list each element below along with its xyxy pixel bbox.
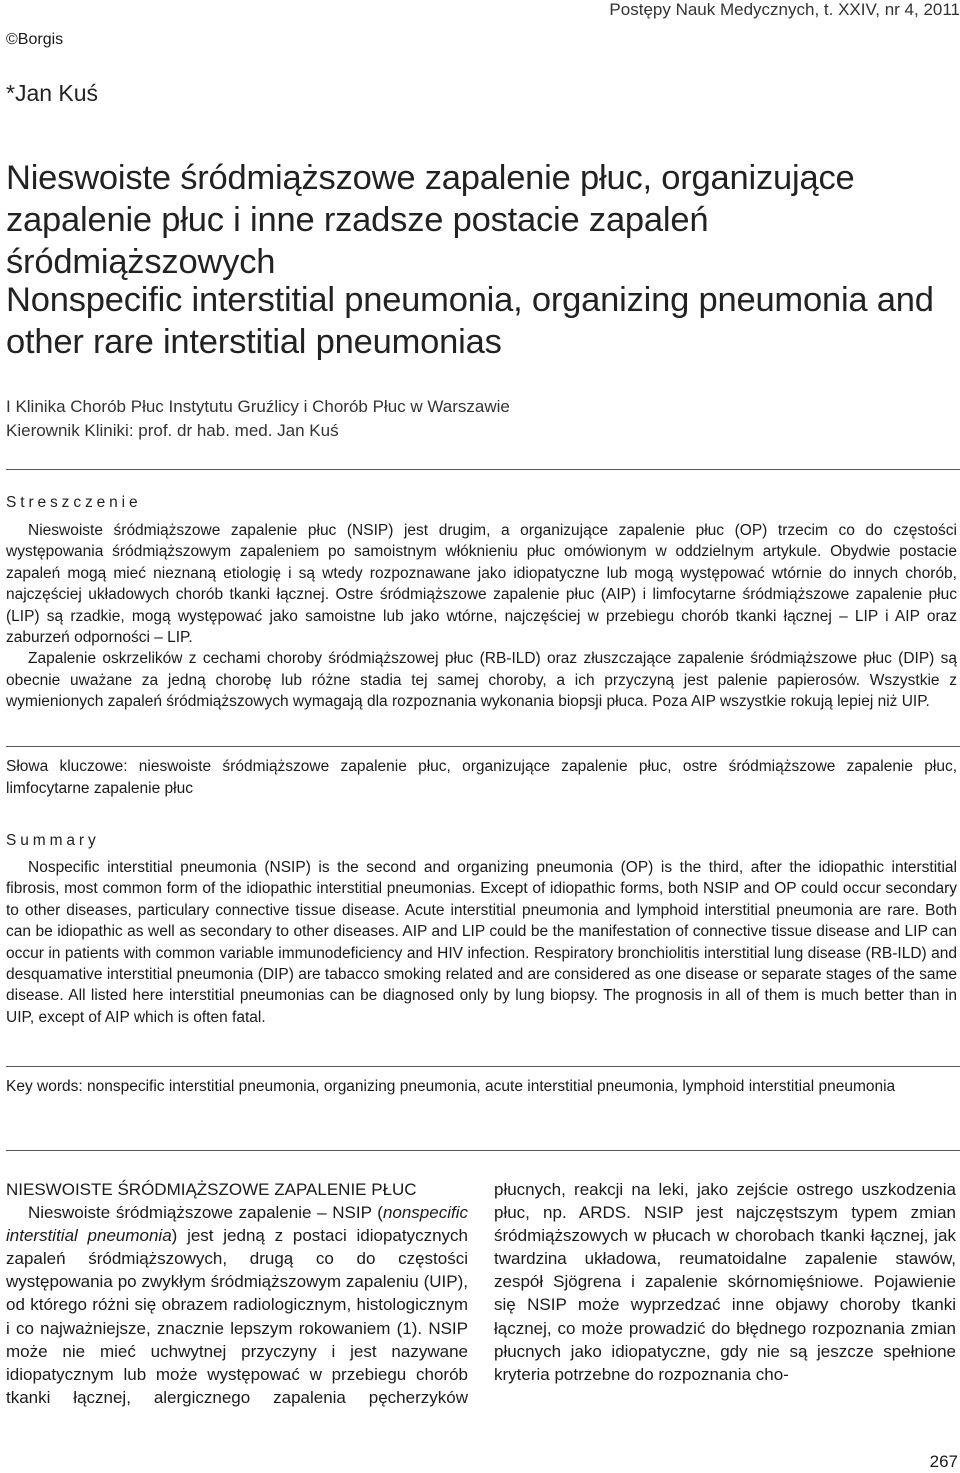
streszczenie-paragraph-1: Nieswoiste śródmiąższowe zapalenie płuc (NSIP) jest drugim, a organizujące zapalenie płuc (OP) trzecim co do częstości występowania śródmiąższowym zapaleniem po samoistnym włóknieniu płuc omówionym w oddzielnym artykule. Obydwie postacie zapaleń mogą mieć nieznaną etiologię i są wtedy rozpoznawane jako idiopatyczne lub mogą występować wtórnie do innych chorób, najczęściej układowych chorób tkanki łącznej. Ostre śródmiąższowe zapalenie płuc (AIP) i limfocytarne śródmiąższowe zapalenie płuc (LIP) są rzadkie, mogą występować jako samoistne lub jako wtórne, najczęściej w przebiegu chorób tkanki łącznej – LIP i AIP oraz zaburzeń odporności – LIP. [6,522,957,647]
slowa-kluczowe: Słowa kluczowe: nieswoiste śródmiąższowe zapalenie płuc, organizujące zapalenie płuc, ostre śródmiąższowe zapalenie płuc, limfocytarne zapalenie płuc [6,758,957,797]
streszczenie-body [6,520,957,713]
body-text-b: ) jest jedną z postaci idiopatycznych zapaleń śródmiąższowych, drugą co do częstości występowania po zwykłym śródmiąższowym zapaleniu (UIP), od którego różni się obrazem radiologicznym, histologicznym i co najważniejsze, znacznie lepszym rokowaniem (1). NSIP może nie mieć uchwytnej przyczyny i jest nazywane idiopatycznym lub może występować w przebiegu chorób tkanki łącznej, alergicznego zapalenia pęcherzyków płucnych, reakcji na leki, jako zejście ostrego uszkodzenia płuc, np. ARDS. NSIP jest najczęstszym typem zmian śródmiąższowych w płucach w chorobach tkanki łącznej, jak twardzina układowa, reumatoidalne zapalenie stawów, zespół Sjögrena i zapalenie skórnomięśniowe. Pojawienie się NSIP może wyprzedzać inne objawy choroby tkanki łącznej, co może prowadzić do błędnego rozpoznania zmian płucnych jako idiopatyczne, gdy nie są jeszcze spełnione kryteria potrzebne do rozpoznania cho- [6,1180,956,1407]
body-text [6,1178,956,1415]
summary-paragraph: Nospecific interstitial pneumonia (NSIP) is the second and organizing pneumonia (OP) is the third, after the idiopathic interstitial fibrosis, most common form of the idiopathic interstitial pneumonias. Except of idiopathic forms, both NSIP and OP could occur secondary to other diseases, particulary connective tissue disease. Acute interstitial pneumonia and lymphoid interstitial pneumonia are rare. Both can be idiopathic as well as secondary to other diseases. AIP and LIP could be the manifestation of connective tissue disease and LIP can occur in patients with common variable immunodeficiency and HIV infection. Respiratory bronchiolitis interstitial lung disease (RB-ILD) and desquamative interstitial pneumonia (DIP) are tabacco smoking related and are considered as one disease or separate stages of the same disease. All listed here interstitial pneumonias can be diagnosed only by lung biopsy. The prognosis in all of them is much better than in UIP, except of AIP which is often fatal. [6,859,957,1026]
title-polish: Nieswoiste śródmiąższowe zapalenie płuc, organizujące zapalenie płuc i inne rzadsze postacie zapaleń śródmiąższowych [6,159,855,281]
divider [6,746,960,747]
page-number: 267 [929,1452,958,1471]
body-term-italic: nonspecific interstitial pneumonia [6,1203,468,1246]
key-words: Key words: nonspecific interstitial pneumonia, organizing pneumonia, acute interstitial pneumonia, lymphoid interstitial pneumonia [6,1078,896,1095]
journal-citation: Postępy Nauk Medycznych, t. XXIV, nr 4, 2011 [609,0,960,19]
section-heading: NIESWOISTE ŚRÓDMIĄŻSZOWE ZAPALENIE PŁUC [6,1180,417,1199]
streszczenie-heading: Streszczenie [6,494,142,511]
divider [6,1150,960,1151]
author-name: *Jan Kuś [6,80,99,106]
divider [6,1066,960,1067]
publisher-mark: ©Borgis [6,31,64,48]
title-english: Nonspecific interstitial pneumonia, organizing pneumonia and other rare interstitial pneumonias [6,281,934,361]
streszczenie-paragraph-2: Zapalenie oskrzelików z cechami choroby śródmiąższowej płuc (RB-ILD) oraz złuszczające zapalenie śródmiąższowe płuc (DIP) są obecnie uważane za jedną chorobę lub różne stadia tej samej choroby, a ich przyczyną jest palenie papierosów. Wszystkie z wymienionych zapaleń śródmiąższowych wymagają dla rozpoznania wykonania biopsji płuca. Poza AIP wszystkie rokują lepiej niż UIP. [6,650,957,711]
summary-body [6,857,957,1028]
body-text-a: Nieswoiste śródmiąższowe zapalenie – NSIP ( [28,1203,383,1223]
body-paragraph [6,1178,956,1415]
affiliation-head: Kierownik Kliniki: prof. dr hab. med. Jan Kuś [6,421,339,440]
summary-heading: Summary [6,832,100,849]
affiliation-institution: I Klinika Chorób Płuc Instytutu Gruźlicy i Chorób Płuc w Warszawie [6,397,510,416]
divider [6,469,960,470]
